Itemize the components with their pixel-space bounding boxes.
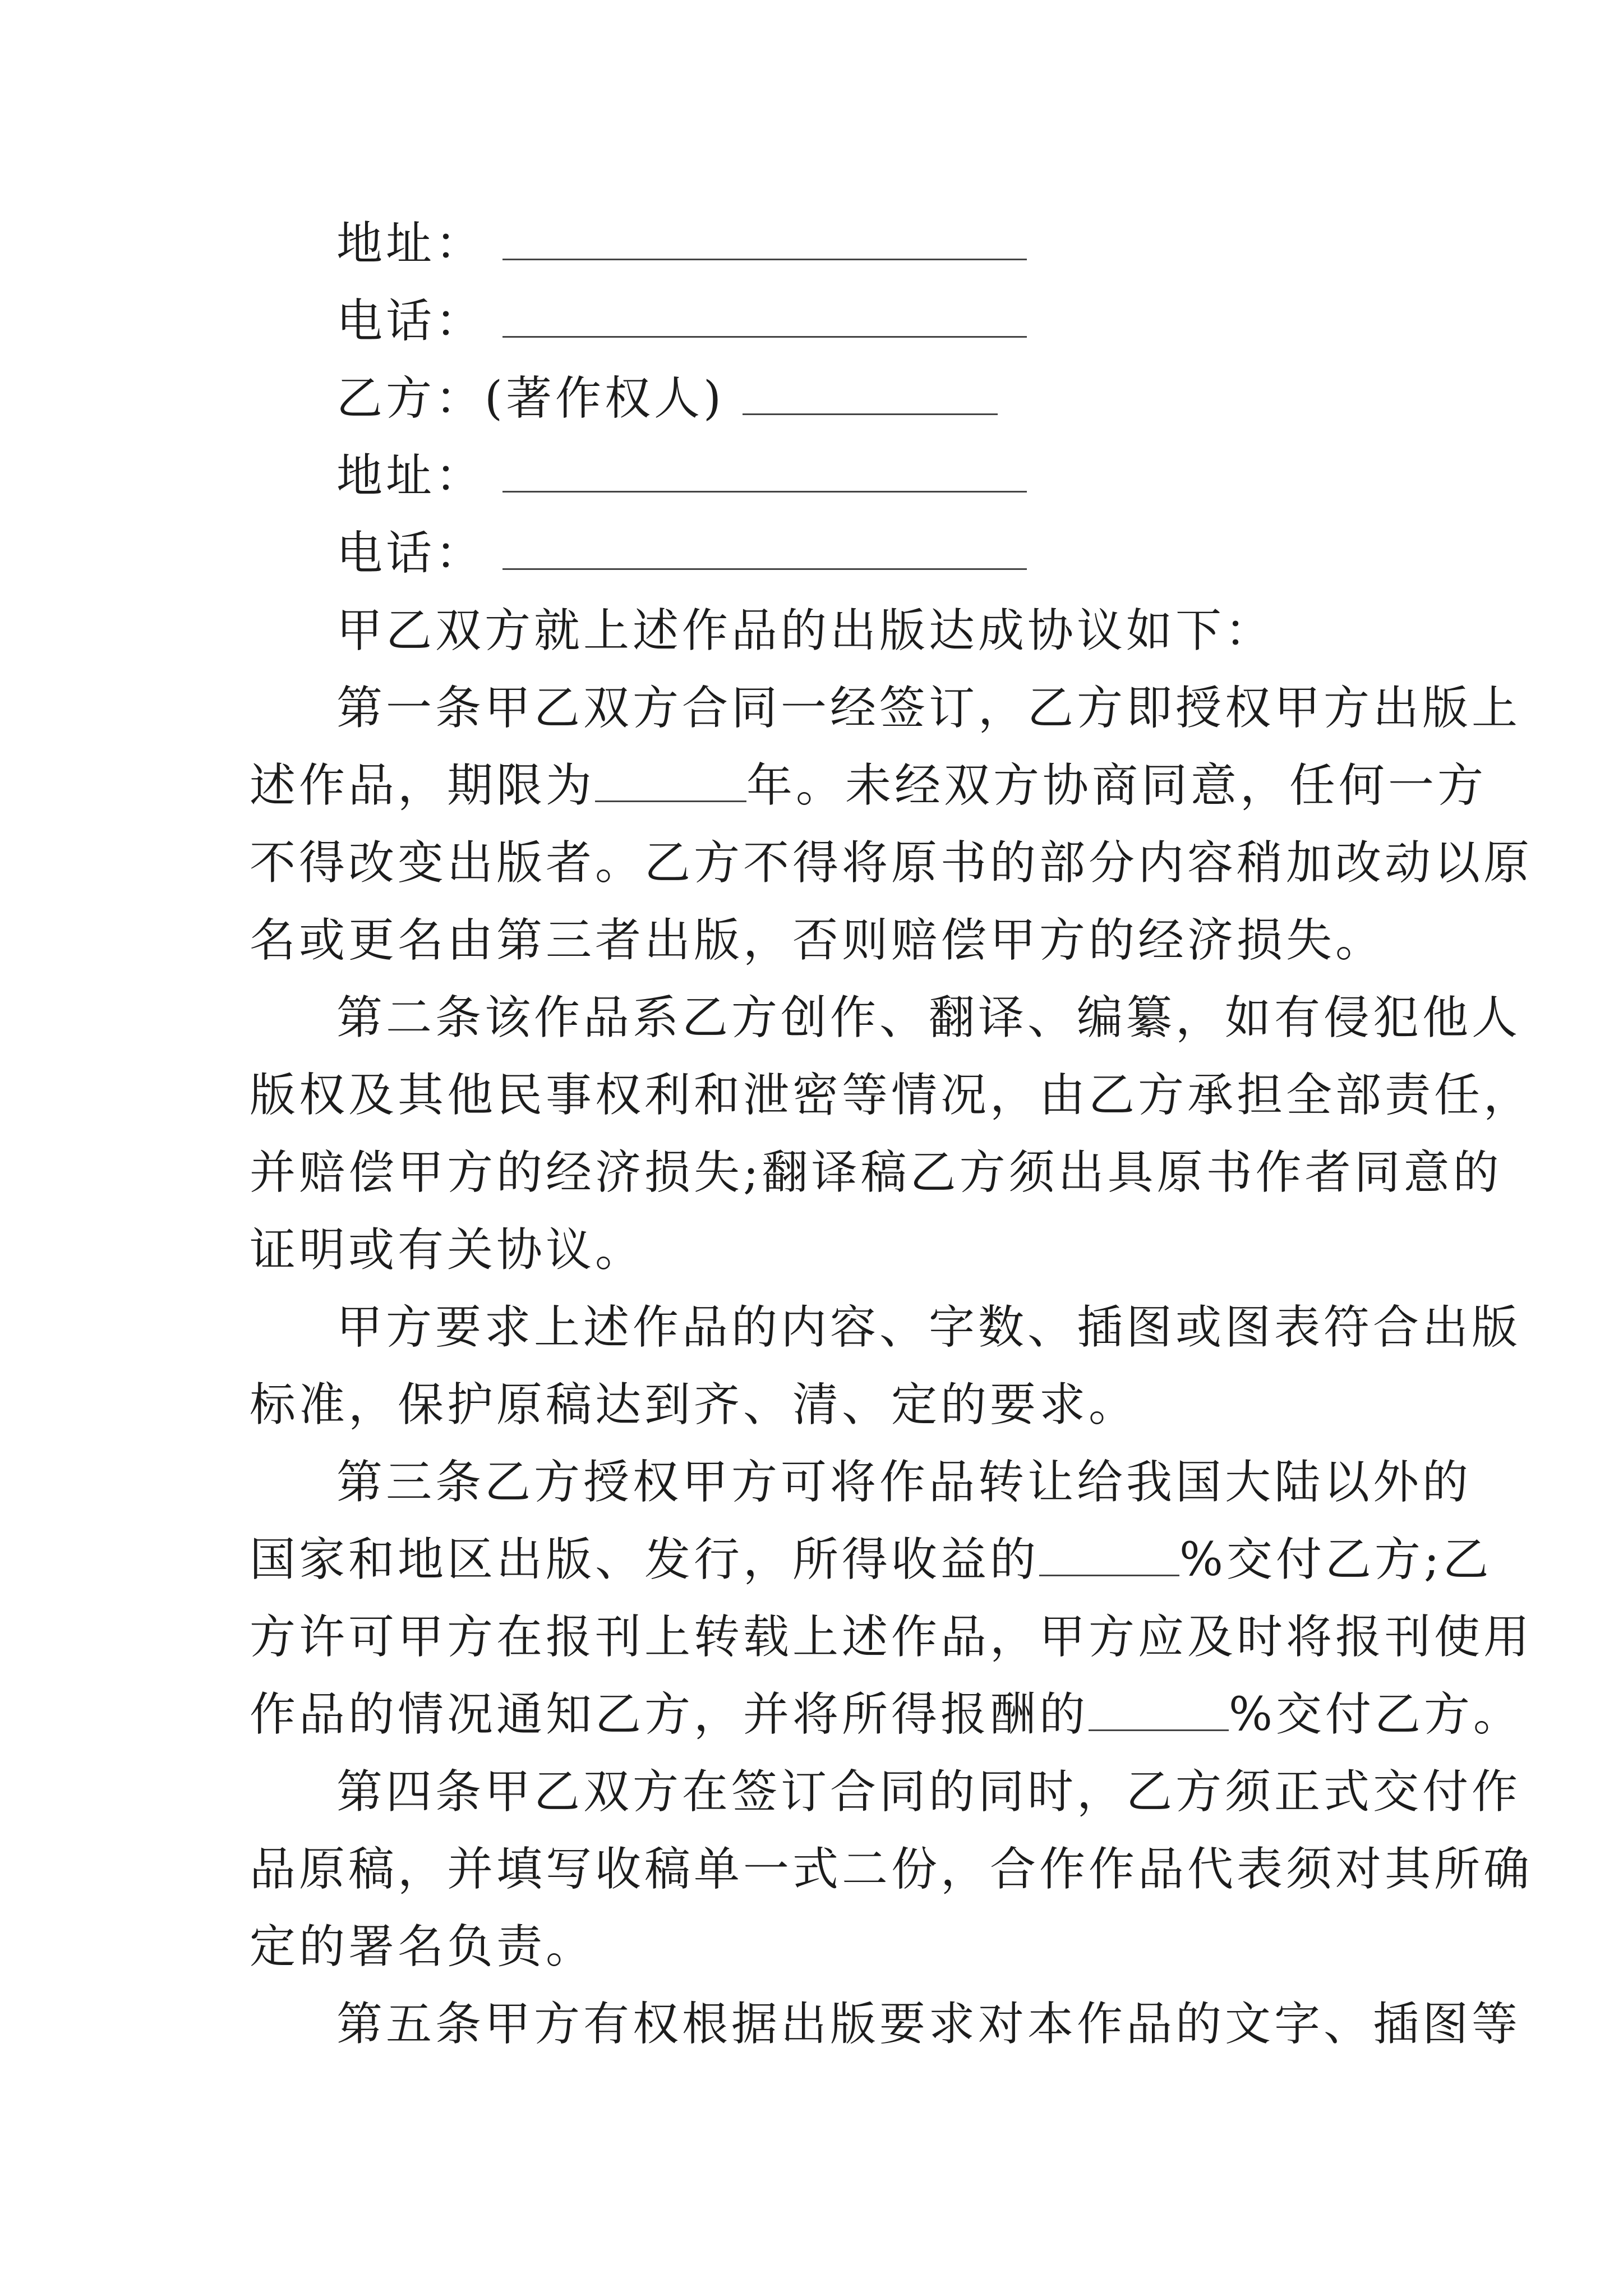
party-b-row xyxy=(336,360,998,438)
party-a-address-label: 地址： xyxy=(336,217,485,270)
party-b-address-label: 地址： xyxy=(336,449,485,503)
party-b-address-blank xyxy=(502,452,1027,493)
party-a-address-row xyxy=(336,205,1027,283)
article-1-line-4: 名或更名由第三者出版，否则赔偿甲方的经济损失。 xyxy=(250,914,1385,967)
overseas-share-blank xyxy=(1039,1535,1179,1576)
reprint-share-blank xyxy=(1089,1690,1229,1731)
article-3-line-2 xyxy=(250,1521,1492,1599)
article-3-line-2-b: %交付乙方;乙 xyxy=(1179,1533,1492,1586)
party-a-address-blank xyxy=(502,219,1027,260)
article-1-line-2 xyxy=(250,747,1487,825)
article-2-line-3: 并赔偿甲方的经济损失;翻译稿乙方须出具原书作者同意的 xyxy=(250,1146,1502,1199)
article-1-line-1: 第一条甲乙双方合同一经签订，乙方即授权甲方出版上 xyxy=(336,682,1521,735)
party-b-phone-row xyxy=(336,514,1027,593)
intro-line: 甲乙双方就上述作品的出版达成协议如下： xyxy=(336,604,1275,657)
article-4-line-3: 定的署名负责。 xyxy=(250,1920,596,1973)
article-2-line-4: 证明或有关协议。 xyxy=(250,1223,645,1277)
article-3-line-2-a: 国家和地区出版、发行，所得收益的 xyxy=(250,1533,1040,1586)
party-b-label: 乙方：(著作权人) xyxy=(336,372,725,425)
article-3-line-4 xyxy=(250,1676,1523,1754)
party-b-address-row xyxy=(336,437,1027,516)
article-1-line-3: 不得改变出版者。乙方不得将原书的部分内容稍加改动以原 xyxy=(250,836,1533,890)
article-1-line-2-a: 述作品，期限为 xyxy=(250,759,596,812)
requirement-line-2: 标准，保护原稿达到齐、清、定的要求。 xyxy=(250,1378,1138,1432)
article-4-line-2: 品原稿，并填写收稿单一式二份，合作作品代表须对其所确 xyxy=(250,1843,1533,1896)
article-2-line-2: 版权及其他民事权利和泄密等情况，由乙方承担全部责任， xyxy=(250,1069,1533,1122)
article-5-line-1: 第五条甲方有权根据出版要求对本作品的文字、插图等 xyxy=(336,1998,1521,2051)
party-a-phone-blank xyxy=(502,297,1027,338)
requirement-line-1: 甲方要求上述作品的内容、字数、插图或图表符合出版 xyxy=(336,1301,1521,1354)
article-2-line-1: 第二条该作品系乙方创作、翻译、编纂，如有侵犯他人 xyxy=(336,991,1521,1045)
article-3-line-4-a: 作品的情况通知乙方，并将所得报酬的 xyxy=(250,1688,1089,1741)
article-1-line-2-b: 年。未经双方协商同意，任何一方 xyxy=(746,759,1487,812)
party-b-phone-label: 电话： xyxy=(336,527,485,580)
party-b-blank xyxy=(743,374,998,415)
term-years-blank xyxy=(595,761,746,802)
article-3-line-3: 方许可甲方在报刊上转载上述作品，甲方应及时将报刊使用 xyxy=(250,1611,1533,1664)
party-a-phone-label: 电话： xyxy=(336,295,485,348)
article-3-line-4-b: %交付乙方。 xyxy=(1229,1688,1523,1741)
party-b-phone-blank xyxy=(502,529,1027,570)
party-a-phone-row xyxy=(336,282,1027,361)
article-4-line-1: 第四条甲乙双方在签订合同的同时，乙方须正式交付作 xyxy=(336,1765,1521,1819)
article-3-line-1: 第三条乙方授权甲方可将作品转让给我国大陆以外的 xyxy=(336,1456,1472,1509)
